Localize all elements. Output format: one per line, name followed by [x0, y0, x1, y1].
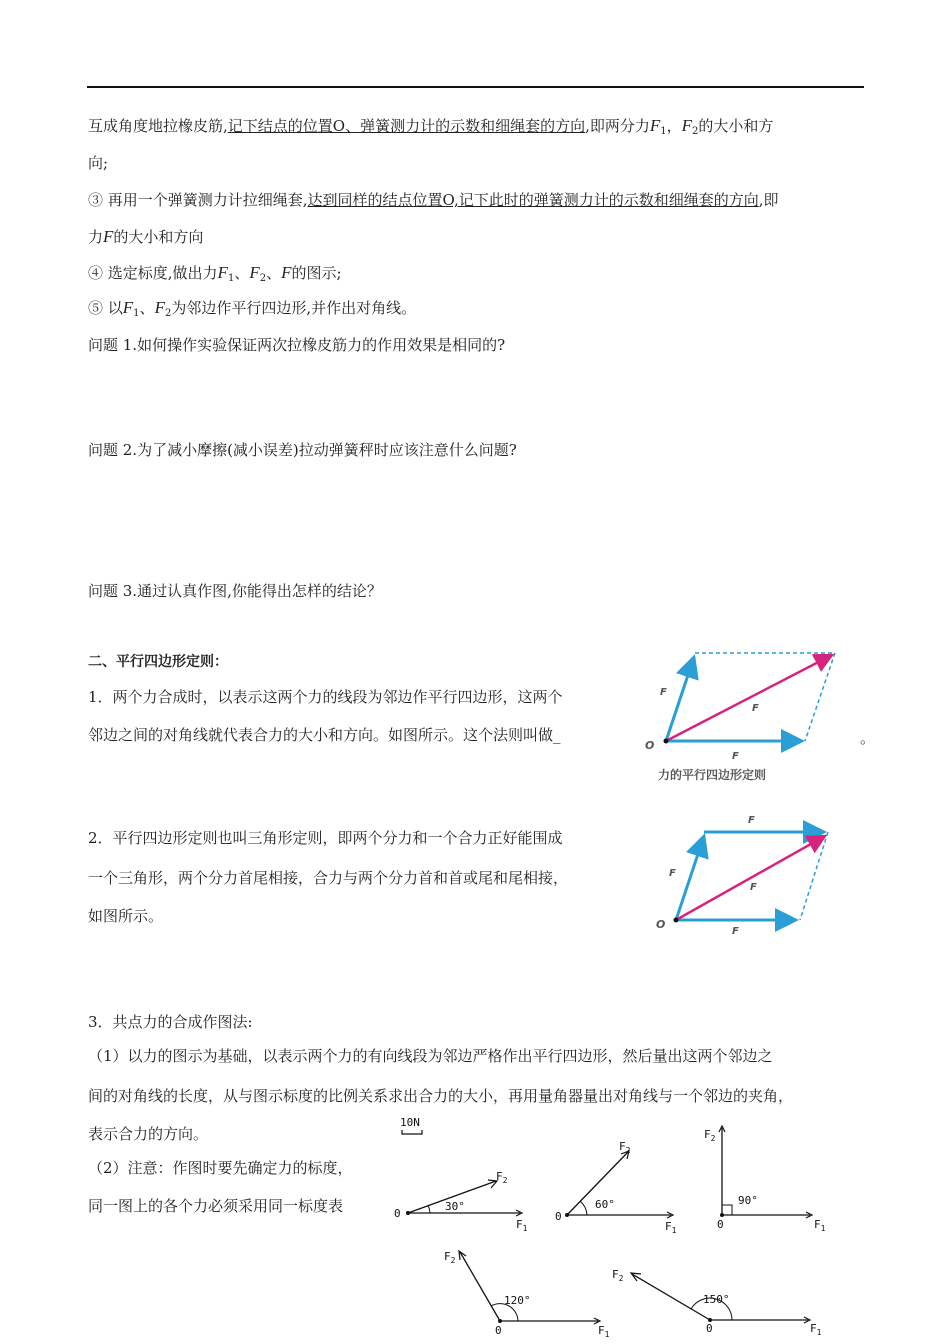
origin-point [674, 918, 679, 923]
origin-label: 0 [495, 1324, 502, 1337]
f-label: F [750, 882, 757, 893]
figure-caption: 力的平行四边形定则 [658, 768, 767, 782]
origin-label: 0 [717, 1218, 724, 1231]
text-line: 3．共点力的合成作图法: [88, 1013, 253, 1031]
f2-label: F [732, 751, 739, 762]
question-1: 问题 1.如何操作实验保证两次拉橡皮筋力的作用效果是相同的? [88, 336, 506, 354]
f2-label: $F_2$ [704, 1128, 716, 1143]
text-line: 向; [88, 154, 109, 172]
angle-arc [428, 1205, 430, 1213]
angle-diagram-90 [700, 1122, 835, 1234]
header-rule [87, 86, 864, 88]
f1-label: $F_1$ [814, 1218, 826, 1233]
angle-label: 150° [703, 1293, 730, 1306]
text-line: 1．两个力合成时，以表示这两个力的线段为邻边作平行四边形，这两个 [88, 688, 563, 706]
f2-vector [632, 1274, 710, 1320]
question-3: 问题 3.通过认真作图,你能得出怎样的结论？ [88, 582, 382, 600]
origin-point [664, 739, 669, 744]
text-line: 2．平行四边形定则也叫三角形定则，即两个分力和一个合力正好能围成 [88, 829, 563, 847]
parallelogram-figure-1 [640, 645, 850, 765]
origin-label: 0 [555, 1210, 562, 1223]
f1-label: $F_1$ [665, 1220, 677, 1235]
text-line: 同一图上的各个力必须采用同一标度表 [88, 1197, 344, 1215]
scale-marker [398, 1114, 438, 1138]
f1-label: $F_1$ [598, 1324, 610, 1339]
f2-label: F [732, 926, 739, 937]
origin-label: 0 [394, 1207, 401, 1220]
angle-arc [580, 1201, 587, 1215]
f1-label: $F_1$ [810, 1322, 822, 1337]
angle-diagram-120 [440, 1246, 620, 1338]
angle-label: 90° [738, 1194, 758, 1207]
text-line: （1）以力的图示为基础，以表示两个力的有向线段为邻边严格作出平行四边形，然后量出这两个邻边之 [88, 1047, 773, 1065]
f2-label: $F_2$ [444, 1250, 456, 1265]
scale-label: 10N [400, 1116, 420, 1129]
f2-label: $F_2$ [619, 1140, 631, 1155]
origin-label: O [656, 918, 666, 931]
question-2: 问题 2.为了减小摩擦(减小误差)拉动弹簧秤时应该注意什么问题? [88, 441, 517, 459]
text-line: （2）注意：作图时要先确定力的标度， [88, 1159, 353, 1177]
f1-label: $F_1$ [516, 1218, 528, 1233]
sentence-end: 。 [860, 729, 876, 747]
f2-label: $F_2$ [612, 1268, 624, 1283]
origin-point [406, 1211, 410, 1215]
text-line: 互成角度地拉橡皮筋,记下结点的位置O、弹簧测力计的示数和细绳套的方向,即两分力$F_1$，$F_2$的大小和方 [88, 116, 774, 137]
angle-diagram-60 [555, 1140, 690, 1235]
origin-label: O [645, 739, 655, 752]
section-title: 二、平行四边形定则： [88, 654, 228, 670]
text-line: ⑤ 以$F_1$、$F_2$为邻边作平行四边形,并作出对角线。 [88, 298, 417, 319]
f1-label: F [660, 687, 667, 698]
angle-label: 120° [504, 1294, 531, 1307]
f2-label: $F_2$ [496, 1170, 508, 1185]
f-label: F [752, 703, 759, 714]
angle-label: 60° [595, 1198, 615, 1211]
origin-point [565, 1213, 569, 1217]
angle-diagram-30 [390, 1160, 540, 1235]
f1-label: F [669, 868, 676, 879]
scale-bar [402, 1130, 422, 1134]
f2-label-top: F [748, 815, 755, 826]
origin-point [720, 1213, 724, 1217]
dashed-edge [800, 832, 828, 920]
right-angle-mark [722, 1205, 732, 1215]
parallelogram-figure-2 [650, 810, 850, 935]
text-line: ④ 选定标度,做出力$F_1$、$F_2$、F的图示; [88, 263, 342, 284]
text-line: 一个三角形，两个分力首尾相接，合力与两个分力首和首或尾和尾相接， [88, 869, 569, 887]
text-line: 间的对角线的长度，从与图示标度的比例关系求出合力的大小，再用量角器量出对角线与一个邻边的夹角， [88, 1087, 794, 1105]
angle-label: 30° [445, 1200, 465, 1213]
angle-diagram-150 [610, 1258, 835, 1338]
text-line: 表示合力的方向。 [88, 1125, 209, 1143]
origin-label: 0 [706, 1322, 713, 1335]
origin-point [498, 1319, 502, 1323]
text-line: ③ 再用一个弹簧测力计拉细绳套,达到同样的结点位置O,记下此时的弹簧测力计的示数和细绳套的方向,即 [88, 191, 779, 209]
text-line: 力F的大小和方向 [88, 227, 204, 246]
text-line: 邻边之间的对角线就代表合力的大小和方向。如图所示。这个法则叫做_ [88, 726, 561, 744]
text-line: 如图所示。 [88, 907, 164, 925]
f2-vector [460, 1252, 500, 1321]
